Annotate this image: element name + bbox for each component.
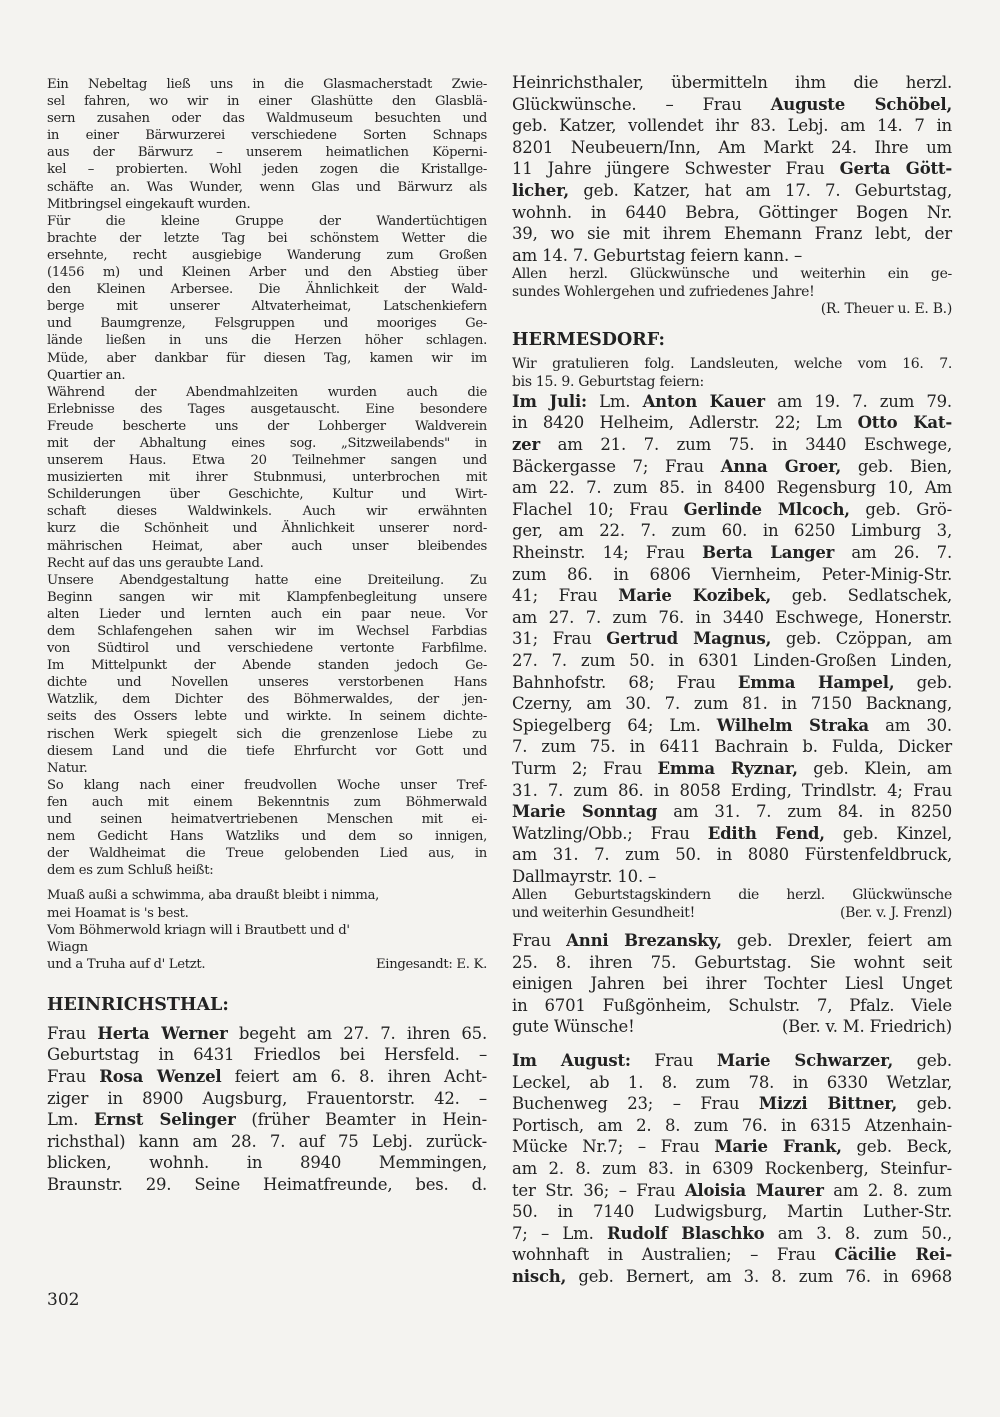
person-name: Emma Hampel, <box>737 672 895 692</box>
article-line: rischen Werk spiegelt sich die grenzenlose Liebe zu <box>47 726 487 742</box>
article-line: sel fahren, wo wir in einer Glashütte den Glasblä- <box>47 94 487 110</box>
article-line: Während der Abendmahlzeiten wurden auch die <box>47 384 487 400</box>
text-line: am 14. 7. Geburtstag feiern kann. – <box>512 245 803 265</box>
person-name: nisch, <box>512 1266 567 1286</box>
person-name: Anni Brezansky, <box>566 931 722 951</box>
article-line: Ein Nebeltag ließ uns in die Glasmacherstadt Zwie- <box>47 77 487 92</box>
article-line: (1456 m) und Kleinen Arber und den Abstieg über <box>47 265 487 281</box>
article-line: fen auch mit einem Bekenntnis zum Böhmerwald <box>47 794 487 810</box>
article-line: Quartier an. <box>47 367 126 383</box>
article-line: brachte der letzte Tag bei schönstem Wetter die <box>47 230 487 246</box>
poem-last-line-row <box>47 956 487 973</box>
article-line: lände ließen in uns die Herzen höher schlagen. <box>47 333 487 349</box>
poem-last-line: und a Truha auf d' Letzt. <box>47 956 206 972</box>
person-name: Marie Kozibek, <box>618 586 772 606</box>
july-greeting-last-row <box>512 905 952 922</box>
text-line: licher, geb. Katzer, hat am 17. 7. Geburtstag, <box>512 180 952 200</box>
text-line: am 31. 7. zum 50. in 8080 Fürstenfeldbruck, <box>512 845 952 865</box>
article-line: Müde, aber dankbar für diesen Tag, kamen wir im <box>47 350 487 366</box>
person-name: Gertrud Magnus, <box>606 629 772 649</box>
text-line: ger, am 22. 7. zum 60. in 6250 Limburg 3, <box>512 521 952 541</box>
person-name: zer <box>512 435 540 455</box>
left-column <box>47 76 487 1196</box>
person-name: Gerta Gött- <box>839 159 952 179</box>
text-line: Leckel, ab 1. 8. zum 78. in 6330 Wetzlar, <box>512 1072 952 1092</box>
article-line: diesem Land und die tiefe Ehrfurcht vor Gott und <box>47 743 487 759</box>
text-line: 31. 7. zum 86. in 8058 Erding, Trindlstr. 4; Frau <box>512 780 952 800</box>
text-line: Frau Anni Brezansky, geb. Drexler, feiert am <box>512 931 952 951</box>
article-line: schaft dieses Waldwinkels. Auch wir erwähnten <box>47 504 487 520</box>
july-greeting-last: und weiterhin Gesundheit! <box>512 904 695 921</box>
article-line: sern zusahen oder das Waldmuseum besuchten und <box>47 111 487 127</box>
text-line: Rheinstr. 14; Frau Berta Langer am 26. 7. <box>512 542 953 562</box>
article-line: Beginn sangen wir mit Klampfenbegleitung unsere <box>47 589 487 605</box>
person-name: Wilhelm Straka <box>716 715 869 735</box>
text-line: 25. 8. ihren 75. Geburtstag. Sie wohnt seit <box>512 952 952 972</box>
article-line: schäfte an. Was Wunder, wenn Glas und Bärwurz als <box>47 179 487 195</box>
brezansky-note <box>512 930 952 1016</box>
person-name: Berta Langer <box>702 542 835 562</box>
article-line: Unsere Abendgestaltung hatte eine Dreiteilung. Zu <box>47 572 487 588</box>
person-name: Im August: <box>512 1051 631 1071</box>
person-name: Otto Kat- <box>857 413 952 433</box>
text-line: Frau Rosa Wenzel feiert am 6. 8. ihren Acht- <box>47 1067 488 1087</box>
text-line: 31; Frau Gertrud Magnus, geb. Czöppan, am <box>512 629 952 649</box>
text-line: Mücke Nr.7; – Frau Marie Frank, geb. Beck, <box>512 1137 952 1157</box>
intro-line: Wir gratulieren folg. Landsleuten, welche vom 16. 7. <box>512 356 952 373</box>
august-birthdays <box>512 1050 952 1288</box>
article-line: der Waldheimat die Treue gelobenden Lied aus, in <box>47 846 487 862</box>
person-name: Edith Fend, <box>707 823 825 843</box>
text-line: 39, wo sie mit ihrem Ehemann Franz lebt, der <box>512 224 952 244</box>
text-line: geb. Katzer, vollendet ihr 83. Lebj. am 14. 7 in <box>512 116 952 136</box>
article-line: dem Schlafengehen sahen wir im Wechsel Farbdias <box>47 624 487 639</box>
hermesdorf-intro <box>512 356 952 391</box>
person-name: Herta Werner <box>97 1023 228 1043</box>
person-name: Mizzi Bittner, <box>758 1094 898 1114</box>
person-name: licher, <box>512 180 569 200</box>
july-birthdays <box>512 391 952 888</box>
text-line: Spiegelberg 64; Lm. Wilhelm Straka am 30. <box>512 715 952 735</box>
article-line: Für die kleine Gruppe der Wandertüchtigen <box>47 213 487 229</box>
heinrichsthal-greeting <box>512 266 952 301</box>
article-line: kel – probierten. Wohl jeden zogen die Kristallge- <box>47 162 487 178</box>
article-line: musizierten mit ihrer Stubnmusi, unterbrochen mit <box>47 470 487 486</box>
text-line: 50. in 7140 Ludwigsburg, Martin Luther-Str. <box>512 1202 952 1222</box>
text-line: ziger in 8900 Augsburg, Frauentorstr. 42. – <box>47 1088 487 1108</box>
text-line: ter Str. 36; – Frau Aloisia Maurer am 2. 8. zum <box>512 1180 952 1200</box>
page-number: 302 <box>47 1290 80 1310</box>
text-line: nisch, geb. Bernert, am 3. 8. zum 76. in 6968 <box>512 1266 952 1286</box>
article-line: Natur. <box>47 760 88 776</box>
article-line: Im Mittelpunkt der Abende standen jedoch Ge- <box>47 658 487 674</box>
poem-line: Wiagn <box>47 939 88 955</box>
text-line: Bäckergasse 7; Frau Anna Groer, geb. Bien, <box>512 456 952 476</box>
person-name: Rosa Wenzel <box>99 1067 222 1087</box>
text-line: am 2. 8. zum 83. in 6309 Rockenberg, Steinfur- <box>512 1159 952 1179</box>
july-credit: (Ber. v. J. Frenzl) <box>840 904 952 921</box>
text-line: Geburtstag in 6431 Friedlos bei Hersfeld. – <box>47 1045 487 1065</box>
person-name: Marie Frank, <box>714 1137 842 1157</box>
text-line: Turm 2; Frau Emma Ryznar, geb. Klein, am <box>512 758 952 778</box>
article-line: aus der Bärwurz – unserem heimatlichen Köperni- <box>47 145 487 161</box>
person-name: Emma Ryznar, <box>657 758 798 778</box>
text-line: Watzling/Obb.; Frau Edith Fend, geb. Kinzel, <box>512 823 953 843</box>
text-line: Im Juli: Lm. Anton Kauer am 19. 7. zum 79. <box>512 391 952 411</box>
text-line: Im August: Frau Marie Schwarzer, geb. <box>512 1051 952 1071</box>
person-name: Im Juli: <box>512 391 587 411</box>
text-line: Dallmayrstr. 10. – <box>512 866 657 886</box>
person-name: Anna Groer, <box>720 456 842 476</box>
section-heading-heinrichsthal: HEINRICHSTHAL: <box>47 994 229 1015</box>
text-line: Glückwünsche. – Frau Auguste Schöbel, <box>512 94 952 114</box>
text-line: 7. zum 75. in 6411 Bachrain b. Fulda, Dicker <box>512 737 952 757</box>
text-line: Bahnhofstr. 68; Frau Emma Hampel, geb. <box>512 672 952 692</box>
text-line: Heinrichsthaler, übermitteln ihm die herzl. <box>512 73 952 92</box>
july-greeting: Allen Geburtstagskindern die herzl. Glückwünsche <box>512 887 952 904</box>
article-line: Schilderungen über Geschichte, Kultur und Wirt- <box>47 487 487 503</box>
article-line: kurz die Schönheit und Ähnlichkeit unserer nord- <box>47 521 487 537</box>
text-line: Buchenweg 23; – Frau Mizzi Bittner, geb. <box>512 1094 952 1114</box>
text-line: Marie Sonntag am 31. 7. zum 84. in 8250 <box>512 802 952 822</box>
article-line: von Südtirol und verschiedene vertonte Farbfilme. <box>47 641 487 657</box>
article-line: dem es zum Schluß heißt: <box>47 863 214 879</box>
heinrichsthal-birthdays-continued <box>512 72 952 266</box>
text-line: richsthal) kann am 28. 7. auf 75 Lebj. zurück- <box>47 1131 487 1151</box>
article-line: dichte und Novellen unseres verstorbenen Hans <box>47 675 487 691</box>
person-name: Rudolf Blaschko <box>607 1223 765 1243</box>
poem <box>47 887 487 955</box>
article-line: seits des Ossers lebte und wirkte. In seinem dichte- <box>47 709 487 725</box>
greeting-line: Allen herzl. Glückwünsche und weiterhin ein ge- <box>512 266 952 283</box>
article-line: Watzlik, dem Dichter des Böhmerwaldes, der jen- <box>47 692 487 708</box>
person-name: Anton Kauer <box>642 391 765 411</box>
article-line: berge mit unserer Altvaterheimat, Latschenkiefern <box>47 299 487 315</box>
article-line: Erlebnisse des Tages ausgetauscht. Eine besondere <box>47 401 487 417</box>
heinrichsthal-credit: (R. Theuer u. E. B.) <box>820 300 952 317</box>
article-line: Freude bescherte uns der Lohberger Waldverein <box>47 418 487 434</box>
text-line: blicken, wohnh. in 8940 Memmingen, <box>47 1153 487 1173</box>
article-line: alten Lieder und lernten auch ein paar neue. Vor <box>47 606 487 622</box>
text-line: 8201 Neubeuern/Inn, Am Markt 24. Ihre um <box>512 137 952 157</box>
person-name: Ernst Selinger <box>94 1110 236 1130</box>
poem-line: Muaß außi a schwimma, aba draußt bleibt i nimma, <box>47 888 380 904</box>
article-line: mit der Abhaltung eines sog. „Sitzweilabends" in <box>47 435 487 451</box>
article-line: unserem Haus. Etwa 20 Teilnehmer sangen und <box>47 453 487 469</box>
text-line: 41; Frau Marie Kozibek, geb. Sedlatschek, <box>512 586 952 606</box>
greeting-line: sundes Wohlergehen und zufriedenes Jahre! <box>512 283 815 300</box>
poem-line: Vom Böhmerwold kriagn will i Brautbett und d' <box>47 922 350 938</box>
text-line: 27. 7. zum 50. in 6301 Linden-Großen Linden, <box>512 650 952 670</box>
section-heading-hermesdorf: HERMESDORF: <box>512 330 665 351</box>
article-line: nem Gedicht Hans Watzliks und dem so innigen, <box>47 829 487 845</box>
intro-line: bis 15. 9. Geburtstag feiern: <box>512 373 704 390</box>
article-line: mährischen Heimat, aber auch unser bleibendes <box>47 538 487 554</box>
text-line: am 27. 7. zum 76. in 3440 Eschwege, Honerstr. <box>512 607 952 627</box>
article-line: in einer Bärwurzerei verschiedene Sorten Schnaps <box>47 128 487 144</box>
article-line: und seinen heimatvertriebenen Menschen mit ei- <box>47 812 487 828</box>
brezansky-last: gute Wünsche! <box>512 1017 635 1037</box>
text-line: Frau Herta Werner begeht am 27. 7. ihren 65. <box>47 1023 487 1043</box>
text-line: wohnhaft in Australien; – Frau Cäcilie Rei- <box>512 1245 952 1265</box>
text-line: in 8420 Helheim, Adlerstr. 22; Lm Otto Kat- <box>512 413 952 433</box>
article-line: den Kleinen Arbersee. Die Ähnlichkeit der Wald- <box>47 282 487 298</box>
text-line: Flachel 10; Frau Gerlinde Mlcoch, geb. Grö- <box>512 499 952 519</box>
article-signature: Eingesandt: E. K. <box>375 956 487 972</box>
heinrichsthal-birthdays <box>47 1023 487 1196</box>
text-line: zer am 21. 7. zum 75. in 3440 Eschwege, <box>512 435 952 455</box>
article-line: Recht auf das uns geraubte Land. <box>47 555 264 571</box>
text-line: Lm. Ernst Selinger (früher Beamter in Hein- <box>47 1110 487 1130</box>
right-column <box>512 72 952 1288</box>
article-line: und Baumgrenze, Felsgruppen und mooriges Ge- <box>47 316 487 332</box>
travel-report-article <box>47 76 487 879</box>
text-line: wohnh. in 6440 Bebra, Göttinger Bogen Nr. <box>512 202 952 222</box>
person-name: Marie Schwarzer, <box>716 1051 894 1071</box>
text-line: in 6701 Fußgönheim, Schulstr. 7, Pfalz. Viele <box>512 995 952 1015</box>
person-name: Auguste Schöbel, <box>770 94 952 114</box>
text-line: einigen Jahren bei ihrer Tochter Liesl Unget <box>512 974 952 994</box>
person-name: Cäcilie Rei- <box>834 1245 952 1265</box>
text-line: 11 Jahre jüngere Schwester Frau Gerta Gött- <box>512 159 952 179</box>
person-name: Aloisia Maurer <box>684 1180 824 1200</box>
person-name: Marie Sonntag <box>512 802 658 822</box>
article-line: Mitbringsel eingekauft wurden. <box>47 196 251 212</box>
article-line: ersehnte, recht ausgiebige Wanderung zum Großen <box>47 247 487 263</box>
brezansky-credit: (Ber. v. M. Friedrich) <box>781 1017 952 1037</box>
text-line: Portisch, am 2. 8. zum 76. in 6315 Atzenhain- <box>512 1115 952 1135</box>
poem-line: mei Hoamat is 's best. <box>47 905 189 921</box>
text-line: zum 86. in 6806 Viernheim, Peter-Minig-Str. <box>512 564 952 584</box>
text-line: am 22. 7. zum 85. in 8400 Regensburg 10, Am <box>512 478 952 498</box>
person-name: Gerlinde Mlcoch, <box>683 499 850 519</box>
text-line: Czerny, am 30. 7. zum 81. in 7150 Backnang, <box>512 694 952 714</box>
text-line: 7; – Lm. Rudolf Blaschko am 3. 8. zum 50., <box>512 1223 952 1243</box>
text-line: Braunstr. 29. Seine Heimatfreunde, bes. d. <box>47 1175 487 1195</box>
article-line: So klang nach einer freudvollen Woche unser Tref- <box>47 777 487 793</box>
brezansky-last-row <box>512 1016 952 1038</box>
